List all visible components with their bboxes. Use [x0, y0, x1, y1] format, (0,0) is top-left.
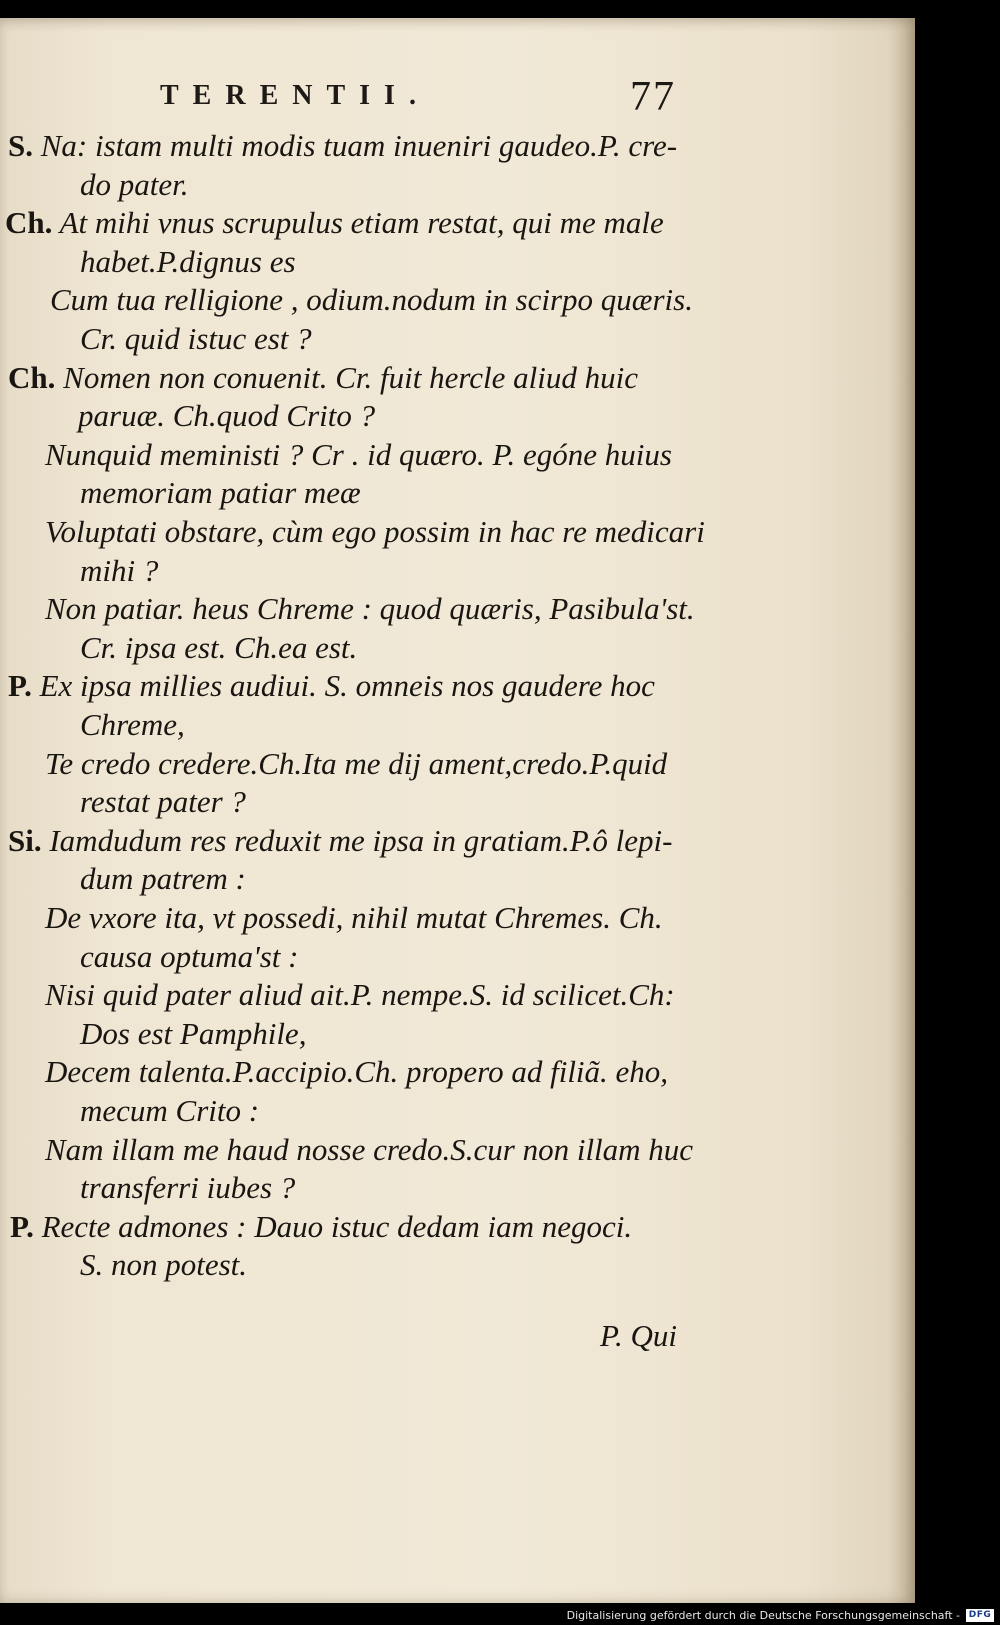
dfg-logo: DFG [966, 1609, 994, 1622]
line-text: Decem talenta.P.accipio.Ch. propero ad filiã. eho, [45, 1054, 669, 1090]
line-text: do pater. [80, 166, 189, 202]
line-text: Chreme, [80, 707, 185, 742]
text-line [45, 437, 672, 473]
text-line [45, 514, 705, 550]
line-text: Recte admones : Dauo istuc dedam iam negoci. [41, 1208, 633, 1244]
text-line [8, 823, 672, 859]
text-line [80, 475, 361, 511]
line-text: Ex ipsa millies audiui. S. omneis nos gaudere hoc [39, 668, 655, 704]
text-line [80, 707, 185, 743]
line-text: Te credo credere.Ch.Ita me dij ament,credo.P.quid [45, 745, 668, 781]
catchword: P. Qui [600, 1318, 677, 1353]
line-text: transferri iubes ? [80, 1170, 296, 1206]
text-line [80, 1016, 306, 1052]
line-text: Non patiar. heus Chreme : quod quæris, Pasibula'st. [45, 591, 695, 627]
text-line [45, 746, 667, 782]
line-text: At mihi vnus scrupulus etiam restat, qui me male [59, 205, 664, 241]
text-line [80, 321, 312, 357]
text-line [8, 360, 638, 396]
speaker-label: Ch. [8, 359, 56, 395]
text-line [10, 1209, 632, 1245]
text-line [5, 205, 664, 241]
line-text: mecum Crito : [80, 1093, 260, 1128]
line-text: paruæ. Ch.quod Crito ? [78, 398, 376, 434]
line-text: memoriam patiar meæ [80, 475, 361, 511]
text-line [45, 1132, 693, 1168]
speaker-label: P. [10, 1208, 34, 1244]
line-text: mihi ? [80, 552, 159, 588]
text-line [8, 128, 677, 164]
text-line [80, 784, 246, 820]
text-line [80, 1170, 295, 1206]
text-line [50, 282, 693, 318]
page-number: 77 [630, 74, 676, 120]
text-line [80, 1247, 247, 1283]
line-text: Nisi quid pater aliud ait.P. nempe.S. id scilicet.Ch: [45, 977, 675, 1013]
line-text: causa optuma'st : [80, 938, 299, 974]
text-line [45, 591, 695, 627]
line-text: Nunquid meministi ? Cr . id quæro. P. egóne huius [45, 436, 672, 472]
speaker-label: Ch. [5, 205, 53, 241]
line-text: Iamdudum res reduxit me ipsa in gratiam.P.ô lepi- [49, 822, 673, 858]
text-line [8, 668, 655, 704]
footer-note: Digitalisierung gefördert durch die Deutsche Forschungsgemeinschaft - [566, 1609, 960, 1622]
text-line [80, 553, 158, 589]
book-page [0, 18, 915, 1603]
text-line [80, 861, 246, 897]
line-text: Cum tua relligione , odium.nodum in scirpo quæris. [50, 282, 693, 318]
line-text: Cr. quid istuc est ? [80, 321, 312, 356]
line-text: Nam illam me haud nosse credo.S.cur non illam huc [45, 1131, 694, 1167]
text-line [80, 630, 357, 666]
speaker-label: Si. [8, 822, 42, 858]
text-line [45, 977, 675, 1013]
running-head: TERENTII. [160, 80, 430, 111]
text-line [80, 244, 296, 280]
line-text: Cr. ipsa est. Ch.ea est. [80, 629, 358, 665]
text-line [80, 1093, 259, 1129]
text-line [45, 900, 663, 936]
text-line [45, 1054, 668, 1090]
line-text: Dos est Pamphile, [80, 1015, 307, 1051]
line-text: habet.P.dignus es [80, 243, 296, 279]
text-line [80, 167, 189, 203]
line-text: Nomen non conuenit. Cr. fuit hercle aliud huic [63, 359, 639, 395]
speaker-label: P. [8, 668, 32, 704]
speaker-label: S. [8, 128, 33, 163]
line-text: restat pater ? [80, 784, 246, 820]
line-text: Na: istam multi modis tuam inueniri gaudeo.P. cre- [40, 128, 678, 163]
line-text: S. non potest. [80, 1247, 248, 1283]
text-line [80, 939, 298, 975]
text-line [78, 398, 375, 434]
line-text: De vxore ita, vt possedi, nihil mutat Chremes. Ch. [45, 900, 663, 935]
line-text: Voluptati obstare, cùm ego possim in hac re medicari [45, 514, 705, 549]
line-text: dum patrem : [80, 861, 246, 897]
